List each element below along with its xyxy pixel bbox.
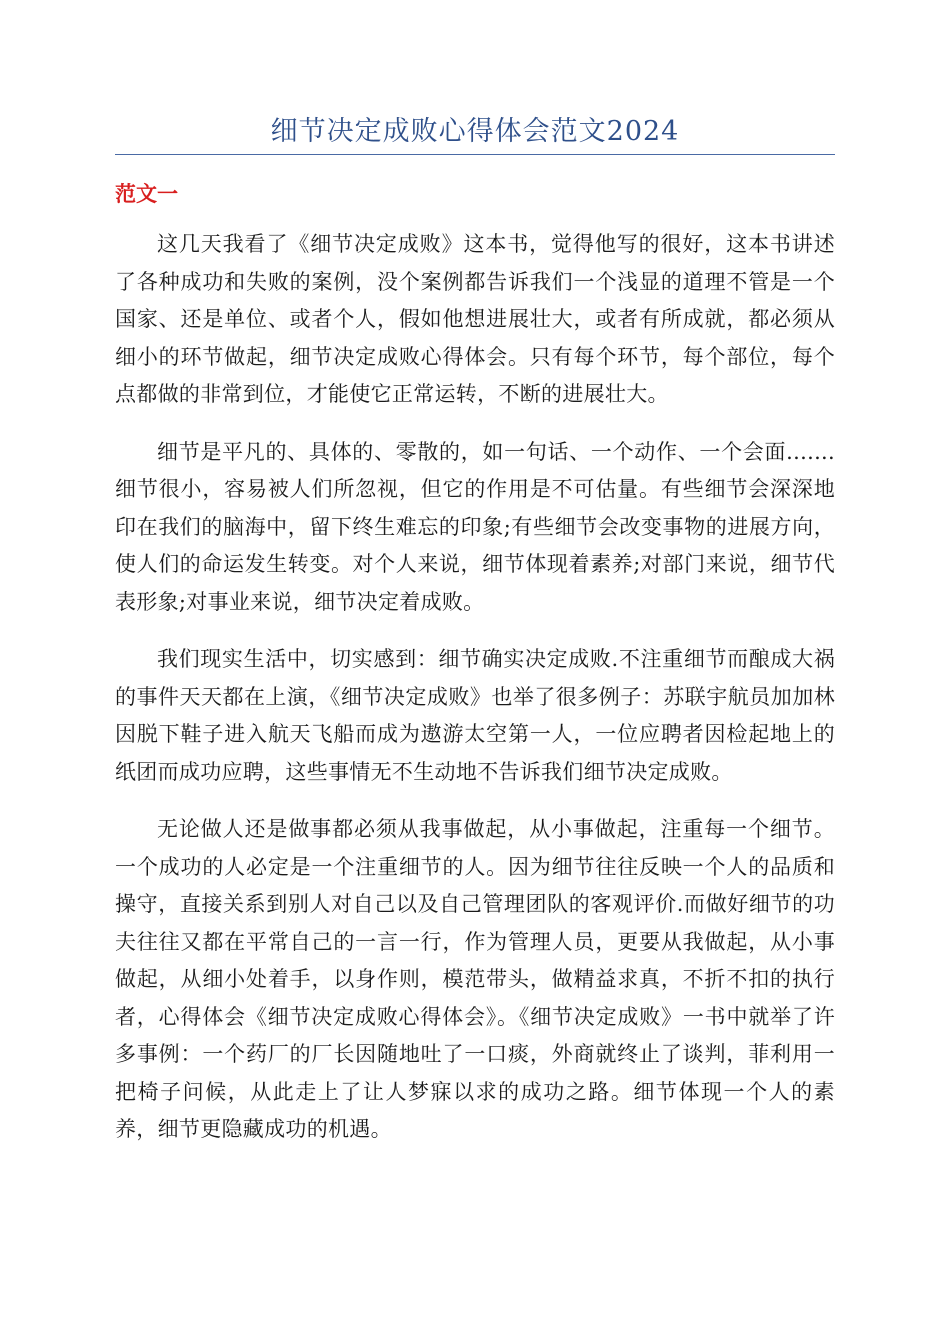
paragraph-4: 无论做人还是做事都必须从我事做起，从小事做起，注重每一个细节。一个成功的人必定是一个注重细节的人。因为细节往往反映一个人的品质和操守，直接关系到别人对自己以及自己管理团队的客观评价.而做好细节的功夫往往又都在平常自己的一言一行，作为管理人员，更要从我做起，从小事做起，从细小处着手，以身作则，模范带头，做精益求真，不折不扣的执行者，心得体会《细节决定成败心得体会》。《细节决定成败》一书中就举了许多事例：一个药厂的厂长因随地吐了一口痰，外商就终止了谈判，菲利用一把椅子问候，从此走上了让人梦寐以求的成功之路。细节体现一个人的素养，细节更隐藏成功的机遇。	[115, 817, 835, 1141]
paragraph-3: 我们现实生活中，切实感到：细节确实决定成败.不注重细节而酿成大祸的事件天天都在上演，《细节决定成败》也举了很多例子：苏联宇航员加加林因脱下鞋子进入航天飞船而成为遨游太空第一人，一位应聘者因检起地上的纸团而成功应聘，这些事情无不生动地不告诉我们细节决定成败。	[115, 647, 835, 784]
paragraph-2: 细节是平凡的、具体的、零散的，如一句话、一个动作、一个会面.......细节很小，容易被人们所忽视，但它的作用是不可估量。有些细节会深深地印在我们的脑海中，留下终生难忘的印象;有些细节会改变事物的进展方向，使人们的命运发生转变。对个人来说，细节体现着素养;对部门来说，细节代表形象;对事业来说，细节决定着成败。	[115, 439, 835, 614]
paragraph-1: 这几天我看了《细节决定成败》这本书，觉得他写的很好，这本书讲述了各种成功和失败的案例，没个案例都告诉我们一个浅显的道理不管是一个国家、还是单位、或者个人，假如他想进展壮大，或者有所成就，都必须从细小的环节做起，细节决定成败心得体会。只有每个环节，每个部位，每个点都做的非常到位，才能使它正常运转，不断的进展壮大。	[115, 232, 835, 406]
document-title: 细节决定成败心得体会范文2024	[270, 116, 680, 147]
section-heading: 范文一	[115, 182, 178, 206]
title-underline	[115, 154, 835, 155]
document-body	[115, 226, 835, 1169]
